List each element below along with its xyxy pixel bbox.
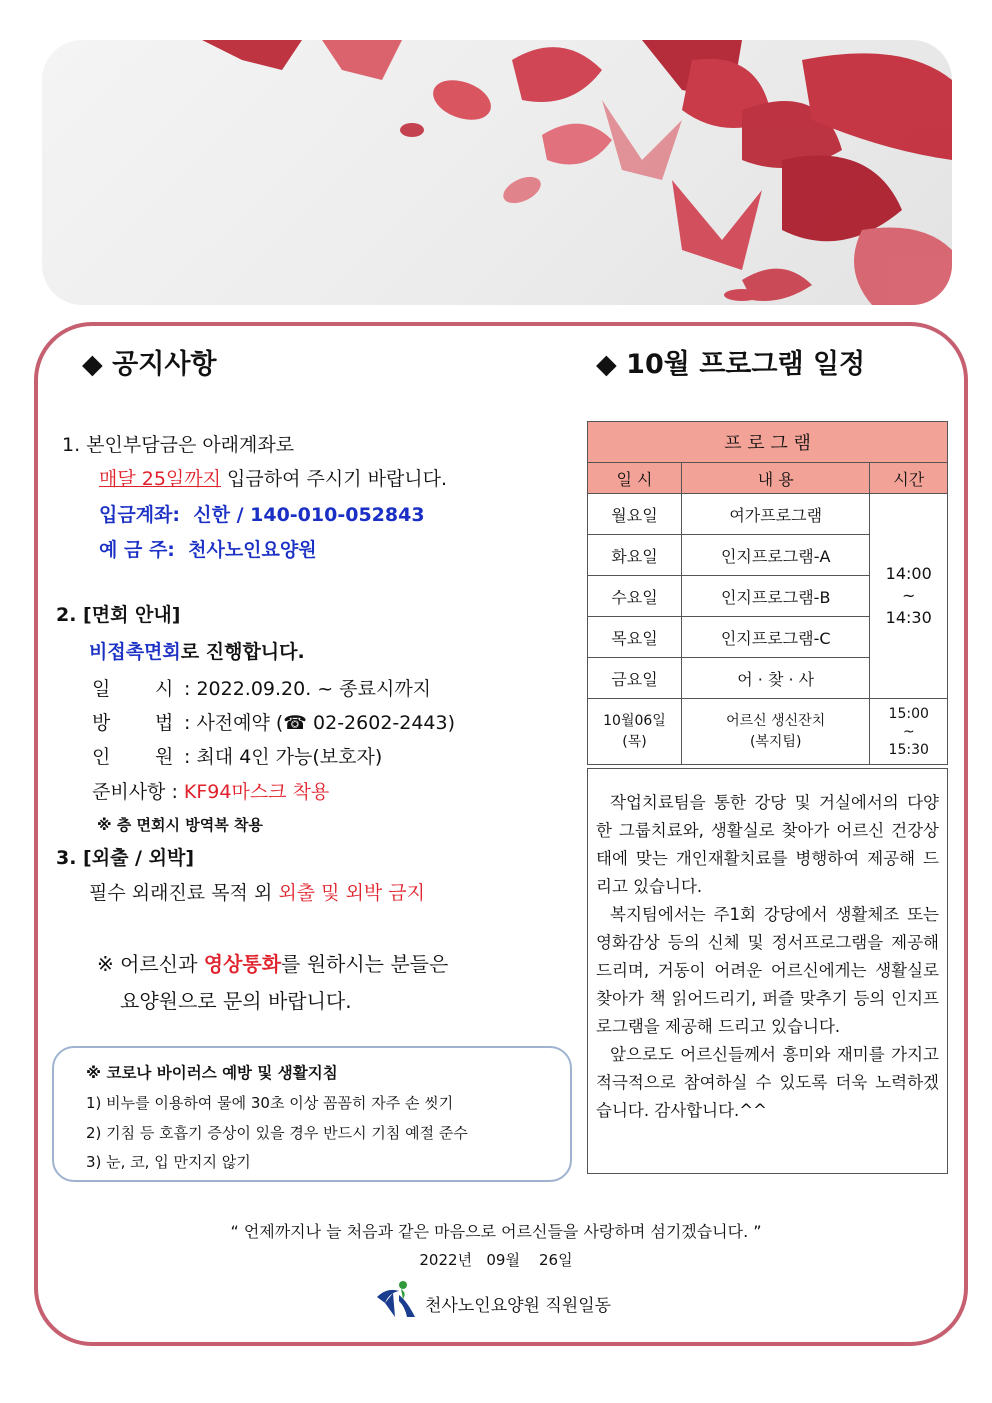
corona-title: ※ 코로나 바이러스 예방 및 생활지침 bbox=[86, 1064, 338, 1082]
video-call-suffix: 를 원하시는 분들은 bbox=[281, 952, 449, 976]
account-line bbox=[99, 500, 425, 527]
corona-item-3: 3) 눈, 코, 입 만지지 않기 bbox=[86, 1153, 251, 1171]
program-description bbox=[587, 768, 948, 1174]
contactless-visit-text: 비접촉면회 bbox=[89, 641, 181, 663]
row-day: 금요일 bbox=[588, 658, 682, 699]
visit-method bbox=[89, 637, 305, 664]
prep-label: 준비사항 : bbox=[92, 781, 178, 803]
notice-item1-line1: 1. 본인부담금은 아래계좌로 bbox=[62, 434, 295, 456]
special-time-start: 15:00 bbox=[888, 705, 929, 722]
header-time: 시간 bbox=[870, 463, 948, 494]
video-call-line2: 요양원으로 문의 바랍니다. bbox=[120, 989, 352, 1013]
description-paragraph-3: 앞으로도 어르신들께서 흥미와 재미를 가지고 적극적으로 참여하실 수 있도록 더욱 노력하겠습니다. 감사합니다.^^ bbox=[596, 1045, 939, 1120]
visit-title: 2. [면회 안내] bbox=[56, 604, 181, 626]
row-content: 어 · 찾 · 사 bbox=[681, 658, 869, 699]
special-day-cell bbox=[588, 699, 682, 765]
weekday-time-sep: ~ bbox=[902, 586, 916, 605]
video-call-prefix: ※ 어르신과 bbox=[97, 952, 204, 976]
outing-line bbox=[89, 878, 425, 905]
description-paragraph-2: 복지팀에서는 주1회 강당에서 생활체조 또는 영화감상 등의 신체 및 정서프로그램을 제공해 드리며, 거동이 어려운 어르신에게는 생활실로 찾아가 책 읽어드리기, 퍼즐 맞추기 등의 인지프로그램을 제공해 드리고 있습니다. bbox=[596, 905, 939, 1036]
special-time-sep: ~ bbox=[902, 723, 915, 740]
org-logo-icon bbox=[373, 1279, 419, 1323]
special-day: 10월06일 bbox=[603, 712, 666, 729]
visit-method-label-2: 법 bbox=[155, 712, 174, 734]
holder-label: 예 금 주: bbox=[99, 539, 175, 561]
row-day: 화요일 bbox=[588, 535, 682, 576]
deposit-request-text: 입금하여 주시기 바랍니다. bbox=[221, 468, 448, 490]
header-content: 내 용 bbox=[681, 463, 869, 494]
row-content: 여가프로그램 bbox=[681, 494, 869, 535]
special-weekday: (목) bbox=[622, 733, 647, 750]
weekday-time-cell bbox=[870, 494, 948, 699]
footer-date: 2022년 09월 26일 bbox=[419, 1251, 573, 1269]
row-content: 인지프로그램-B bbox=[681, 576, 869, 617]
account-label: 입금계좌: bbox=[99, 504, 181, 526]
video-call-highlight: 영상통화 bbox=[203, 952, 282, 976]
table-title: 프 로 그 램 bbox=[588, 422, 948, 463]
special-time-end: 15:30 bbox=[888, 741, 929, 758]
visit-date-label-2: 시 bbox=[155, 678, 174, 700]
outing-ban: 외출 및 외박 금지 bbox=[278, 882, 425, 904]
holder-line bbox=[99, 535, 317, 562]
row-content: 인지프로그램-A bbox=[681, 535, 869, 576]
autumn-leaves-banner bbox=[42, 40, 952, 305]
outing-title: 3. [외출 / 외박] bbox=[56, 847, 195, 869]
special-content-cell bbox=[681, 699, 869, 765]
visit-people-label-2: 원 bbox=[155, 746, 174, 768]
visit-people-label-1: 인 bbox=[92, 746, 111, 768]
notice-title: ◆ 공지사항 bbox=[82, 349, 217, 380]
visit-date-value: : 2022.09.20. ~ 종료시까지 bbox=[184, 678, 432, 700]
row-day: 월요일 bbox=[588, 494, 682, 535]
footer-quote: “ 언제까지나 늘 처음과 같은 마음으로 어르신들을 사랑하며 섬기겠습니다. ” bbox=[230, 1222, 762, 1241]
special-time-cell bbox=[870, 699, 948, 765]
notice-item1-line2 bbox=[99, 464, 447, 491]
row-content: 인지프로그램-C bbox=[681, 617, 869, 658]
visit-people-value: : 최대 4인 가능(보호자) bbox=[184, 746, 383, 768]
corona-item-2: 2) 기침 등 호흡기 증상이 있을 경우 반드시 기침 예절 준수 bbox=[86, 1124, 468, 1142]
program-schedule-table bbox=[587, 421, 948, 765]
special-content: 어르신 생신잔치 bbox=[726, 712, 826, 729]
row-day: 목요일 bbox=[588, 617, 682, 658]
visit-method-rest: 로 진행합니다. bbox=[180, 641, 305, 663]
special-team: (복지팀) bbox=[749, 733, 802, 750]
row-day: 수요일 bbox=[588, 576, 682, 617]
visit-method-label-1: 방 bbox=[92, 712, 111, 734]
deadline-text: 매달 25일까지 bbox=[99, 468, 221, 490]
header-day: 일 시 bbox=[588, 463, 682, 494]
video-call-line1 bbox=[97, 948, 448, 977]
mask-requirement: KF94마스크 착용 bbox=[183, 781, 330, 803]
leaves-illustration bbox=[42, 40, 952, 305]
visit-date-label-1: 일 bbox=[92, 678, 111, 700]
account-value: 신한 / 140-010-052843 bbox=[193, 504, 425, 526]
prep-line bbox=[92, 777, 329, 804]
footer-org: 천사노인요양원 직원일동 bbox=[425, 1296, 612, 1316]
weekday-time-end: 14:30 bbox=[885, 608, 932, 627]
corona-item-1: 1) 비누를 이용하여 물에 30초 이상 꼼꼼히 자주 손 씻기 bbox=[86, 1094, 454, 1112]
visit-booking-value: : 사전예약 (☎ 02-2602-2443) bbox=[184, 712, 456, 734]
description-paragraph-1: 작업치료팀을 통한 강당 및 거실에서의 다양한 그룹치료와, 생활실로 찾아가 어르신 건강상태에 맞는 개인재활치료를 병행하여 제공해 드리고 있습니다. bbox=[596, 793, 939, 896]
table-row-special bbox=[588, 699, 948, 765]
weekday-time-start: 14:00 bbox=[885, 564, 932, 583]
holder-value: 천사노인요양원 bbox=[188, 539, 317, 561]
schedule-title: ◆ 10월 프로그램 일정 bbox=[596, 349, 866, 380]
gown-note: ※ 층 면회시 방역복 착용 bbox=[97, 816, 263, 834]
table-row bbox=[588, 494, 948, 535]
outing-text: 필수 외래진료 목적 외 bbox=[89, 882, 279, 904]
